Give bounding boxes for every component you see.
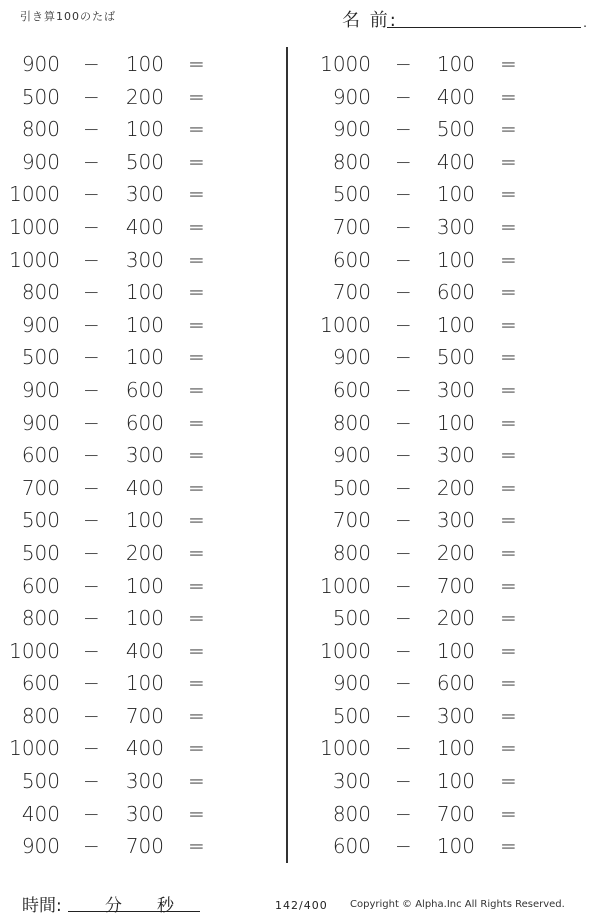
minuend: 800	[21, 117, 60, 142]
minus-sign: −	[83, 769, 100, 794]
subtrahend: 300	[436, 703, 475, 728]
subtrahend: 600	[436, 280, 475, 305]
subtrahend: 100	[436, 312, 475, 337]
minus-sign: −	[83, 117, 100, 142]
page-number: 142/400	[275, 899, 328, 912]
minuend: 500	[332, 475, 371, 500]
equals-sign: =	[188, 377, 205, 402]
equals-sign: =	[500, 540, 517, 565]
minus-sign: −	[83, 671, 100, 696]
equals-sign: =	[188, 736, 205, 761]
equals-sign: =	[500, 84, 517, 109]
minus-sign: −	[395, 834, 412, 859]
subtrahend: 700	[436, 573, 475, 598]
problem-row	[310, 666, 590, 699]
subtrahend: 300	[125, 801, 164, 826]
equals-sign: =	[500, 410, 517, 435]
problem-row	[310, 829, 590, 862]
minuend: 600	[332, 834, 371, 859]
equals-sign: =	[500, 573, 517, 598]
problem-row	[0, 80, 280, 113]
equals-sign: =	[500, 475, 517, 500]
minus-sign: −	[395, 52, 412, 76]
minuend: 600	[332, 377, 371, 402]
minus-sign: −	[83, 606, 100, 631]
minuend: 900	[332, 443, 371, 468]
name-label: 名 前:	[342, 10, 398, 31]
subtrahend: 200	[436, 540, 475, 565]
problem-row	[310, 373, 590, 406]
subtrahend: 100	[125, 671, 164, 696]
equals-sign: =	[188, 214, 205, 239]
minuend: 1000	[320, 573, 371, 598]
minus-sign: −	[395, 117, 412, 142]
minus-sign: −	[395, 312, 412, 337]
seconds-label: 秒	[157, 896, 174, 916]
equals-sign: =	[188, 149, 205, 174]
minuend: 400	[21, 801, 60, 826]
problem-row	[0, 666, 280, 699]
equals-sign: =	[500, 736, 517, 761]
minuend: 700	[21, 475, 60, 500]
problem-row	[0, 731, 280, 764]
copyright-notice: Copyright © Alpha.Inc All Rights Reserved.	[350, 899, 565, 910]
minus-sign: −	[83, 508, 100, 533]
problem-row	[0, 112, 280, 145]
problem-row	[0, 699, 280, 732]
minus-sign: −	[395, 573, 412, 598]
problem-row	[0, 308, 280, 341]
minus-sign: −	[83, 410, 100, 435]
minus-sign: −	[395, 671, 412, 696]
subtrahend: 300	[436, 508, 475, 533]
minus-sign: −	[395, 475, 412, 500]
equals-sign: =	[500, 671, 517, 696]
equals-sign: =	[500, 769, 517, 794]
subtrahend: 300	[125, 443, 164, 468]
subtrahend: 200	[125, 540, 164, 565]
subtrahend: 100	[125, 52, 164, 76]
minus-sign: −	[395, 280, 412, 305]
minus-sign: −	[395, 638, 412, 663]
problem-row	[310, 47, 590, 80]
equals-sign: =	[188, 638, 205, 663]
problem-row	[0, 764, 280, 797]
minuend: 800	[332, 410, 371, 435]
equals-sign: =	[188, 312, 205, 337]
equals-sign: =	[500, 280, 517, 305]
minuend: 600	[332, 247, 371, 272]
equals-sign: =	[188, 703, 205, 728]
minuend: 600	[21, 573, 60, 598]
time-label: 時間:	[22, 896, 62, 916]
minuend: 1000	[9, 182, 60, 207]
subtrahend: 100	[125, 573, 164, 598]
equals-sign: =	[500, 834, 517, 859]
minuend: 800	[21, 606, 60, 631]
subtrahend: 500	[436, 345, 475, 370]
equals-sign: =	[188, 671, 205, 696]
minus-sign: −	[83, 214, 100, 239]
equals-sign: =	[500, 214, 517, 239]
problem-row	[0, 829, 280, 862]
minus-sign: −	[395, 149, 412, 174]
equals-sign: =	[188, 769, 205, 794]
minuend: 900	[21, 410, 60, 435]
minuend: 900	[21, 377, 60, 402]
subtrahend: 500	[125, 149, 164, 174]
minuend: 600	[21, 671, 60, 696]
subtrahend: 100	[436, 247, 475, 272]
equals-sign: =	[500, 247, 517, 272]
subtrahend: 200	[436, 606, 475, 631]
minuend: 1000	[9, 638, 60, 663]
left-problem-column	[0, 47, 280, 862]
problem-row	[310, 80, 590, 113]
subtrahend: 100	[436, 638, 475, 663]
minuend: 900	[21, 312, 60, 337]
problem-row	[0, 634, 280, 667]
problem-row	[0, 177, 280, 210]
equals-sign: =	[500, 149, 517, 174]
subtrahend: 300	[125, 247, 164, 272]
minuend: 500	[21, 84, 60, 109]
minuend: 500	[21, 769, 60, 794]
subtrahend: 200	[125, 84, 164, 109]
equals-sign: =	[188, 280, 205, 305]
subtrahend: 600	[125, 377, 164, 402]
equals-sign: =	[500, 345, 517, 370]
minuend: 1000	[320, 52, 371, 76]
problem-row	[0, 210, 280, 243]
equals-sign: =	[500, 117, 517, 142]
problem-row	[0, 503, 280, 536]
subtrahend: 700	[125, 703, 164, 728]
problem-row	[310, 503, 590, 536]
problem-row	[310, 764, 590, 797]
subtrahend: 400	[125, 214, 164, 239]
minutes-label: 分	[105, 896, 122, 916]
minuend: 500	[21, 508, 60, 533]
problem-row	[310, 112, 590, 145]
problem-row	[0, 471, 280, 504]
problem-row	[0, 438, 280, 471]
problem-row	[0, 145, 280, 178]
minuend: 800	[21, 280, 60, 305]
problem-row	[0, 406, 280, 439]
problem-row	[310, 797, 590, 830]
minus-sign: −	[83, 345, 100, 370]
column-divider	[286, 47, 288, 863]
subtrahend: 300	[125, 769, 164, 794]
minus-sign: −	[395, 443, 412, 468]
minus-sign: −	[83, 703, 100, 728]
name-end-dot: .	[583, 16, 587, 30]
problem-row	[310, 406, 590, 439]
minus-sign: −	[395, 182, 412, 207]
problem-row	[310, 340, 590, 373]
problem-row	[0, 797, 280, 830]
subtrahend: 100	[125, 312, 164, 337]
equals-sign: =	[188, 443, 205, 468]
equals-sign: =	[500, 606, 517, 631]
minuend: 1000	[9, 736, 60, 761]
minus-sign: −	[83, 443, 100, 468]
minus-sign: −	[83, 312, 100, 337]
subtrahend: 400	[125, 736, 164, 761]
problem-row	[310, 275, 590, 308]
subtrahend: 700	[125, 834, 164, 859]
subtrahend: 400	[125, 638, 164, 663]
problem-row	[310, 536, 590, 569]
equals-sign: =	[188, 182, 205, 207]
subtrahend: 100	[436, 182, 475, 207]
minuend: 1000	[320, 736, 371, 761]
problem-row	[310, 634, 590, 667]
problem-row	[310, 177, 590, 210]
equals-sign: =	[188, 117, 205, 142]
minuend: 900	[332, 84, 371, 109]
minus-sign: −	[395, 540, 412, 565]
equals-sign: =	[188, 606, 205, 631]
minuend: 500	[332, 703, 371, 728]
equals-sign: =	[188, 573, 205, 598]
subtrahend: 100	[125, 508, 164, 533]
minuend: 800	[332, 149, 371, 174]
minus-sign: −	[395, 769, 412, 794]
minus-sign: −	[395, 410, 412, 435]
minus-sign: −	[83, 377, 100, 402]
equals-sign: =	[500, 703, 517, 728]
minus-sign: −	[83, 638, 100, 663]
minus-sign: −	[395, 801, 412, 826]
subtrahend: 100	[125, 345, 164, 370]
minus-sign: −	[83, 475, 100, 500]
equals-sign: =	[188, 84, 205, 109]
minus-sign: −	[83, 834, 100, 859]
minuend: 900	[21, 149, 60, 174]
minuend: 500	[332, 182, 371, 207]
subtrahend: 500	[436, 117, 475, 142]
equals-sign: =	[500, 377, 517, 402]
minuend: 700	[332, 214, 371, 239]
problem-row	[0, 601, 280, 634]
minuend: 900	[21, 834, 60, 859]
problem-row	[0, 373, 280, 406]
problem-row	[0, 340, 280, 373]
time-underline	[68, 891, 200, 912]
equals-sign: =	[188, 410, 205, 435]
minus-sign: −	[83, 247, 100, 272]
minuend: 500	[332, 606, 371, 631]
minuend: 600	[21, 443, 60, 468]
problem-row	[0, 275, 280, 308]
subtrahend: 400	[436, 149, 475, 174]
name-underline	[387, 27, 581, 28]
minus-sign: −	[395, 345, 412, 370]
problem-row	[310, 210, 590, 243]
equals-sign: =	[188, 247, 205, 272]
subtrahend: 100	[125, 280, 164, 305]
equals-sign: =	[188, 52, 205, 76]
subtrahend: 200	[436, 475, 475, 500]
problem-row	[310, 731, 590, 764]
equals-sign: =	[188, 540, 205, 565]
minus-sign: −	[83, 736, 100, 761]
subtrahend: 300	[125, 182, 164, 207]
problem-row	[310, 438, 590, 471]
minus-sign: −	[395, 606, 412, 631]
minuend: 900	[332, 671, 371, 696]
problem-row	[310, 145, 590, 178]
minus-sign: −	[83, 801, 100, 826]
subtrahend: 100	[436, 769, 475, 794]
minus-sign: −	[83, 52, 100, 76]
subtrahend: 400	[436, 84, 475, 109]
minus-sign: −	[395, 377, 412, 402]
right-problem-column	[310, 47, 590, 862]
time-field	[22, 891, 174, 916]
problem-row	[0, 47, 280, 80]
equals-sign: =	[500, 52, 517, 76]
minuend: 800	[21, 703, 60, 728]
minuend: 500	[21, 345, 60, 370]
subtrahend: 400	[125, 475, 164, 500]
minus-sign: −	[83, 540, 100, 565]
problem-row	[0, 243, 280, 276]
equals-sign: =	[188, 475, 205, 500]
minus-sign: −	[395, 508, 412, 533]
problem-row	[310, 471, 590, 504]
minuend: 800	[332, 540, 371, 565]
minuend: 900	[332, 117, 371, 142]
worksheet-title: 引き算100のたば	[20, 10, 116, 23]
minuend: 500	[21, 540, 60, 565]
subtrahend: 700	[436, 801, 475, 826]
equals-sign: =	[500, 801, 517, 826]
minuend: 300	[332, 769, 371, 794]
equals-sign: =	[188, 508, 205, 533]
problem-row	[310, 699, 590, 732]
minuend: 1000	[320, 312, 371, 337]
subtrahend: 100	[125, 606, 164, 631]
equals-sign: =	[500, 508, 517, 533]
minuend: 900	[21, 52, 60, 76]
equals-sign: =	[500, 638, 517, 663]
problem-row	[310, 308, 590, 341]
subtrahend: 100	[436, 736, 475, 761]
subtrahend: 300	[436, 443, 475, 468]
minus-sign: −	[395, 247, 412, 272]
subtrahend: 600	[125, 410, 164, 435]
subtrahend: 100	[436, 52, 475, 76]
subtrahend: 300	[436, 214, 475, 239]
problem-row	[310, 243, 590, 276]
minuend: 700	[332, 280, 371, 305]
minus-sign: −	[395, 214, 412, 239]
minuend: 700	[332, 508, 371, 533]
minus-sign: −	[83, 182, 100, 207]
problem-row	[0, 536, 280, 569]
minus-sign: −	[395, 84, 412, 109]
equals-sign: =	[188, 345, 205, 370]
equals-sign: =	[500, 312, 517, 337]
subtrahend: 100	[125, 117, 164, 142]
equals-sign: =	[500, 182, 517, 207]
minus-sign: −	[83, 84, 100, 109]
minus-sign: −	[395, 703, 412, 728]
subtrahend: 100	[436, 834, 475, 859]
problem-row	[310, 601, 590, 634]
minus-sign: −	[83, 573, 100, 598]
minus-sign: −	[395, 736, 412, 761]
subtrahend: 100	[436, 410, 475, 435]
minuend: 1000	[9, 247, 60, 272]
subtrahend: 300	[436, 377, 475, 402]
name-field	[342, 6, 587, 30]
minus-sign: −	[83, 280, 100, 305]
equals-sign: =	[500, 443, 517, 468]
problem-row	[0, 569, 280, 602]
problem-row	[310, 569, 590, 602]
subtrahend: 600	[436, 671, 475, 696]
minuend: 1000	[9, 214, 60, 239]
minuend: 1000	[320, 638, 371, 663]
minuend: 900	[332, 345, 371, 370]
minus-sign: −	[83, 149, 100, 174]
equals-sign: =	[188, 801, 205, 826]
equals-sign: =	[188, 834, 205, 859]
minuend: 800	[332, 801, 371, 826]
